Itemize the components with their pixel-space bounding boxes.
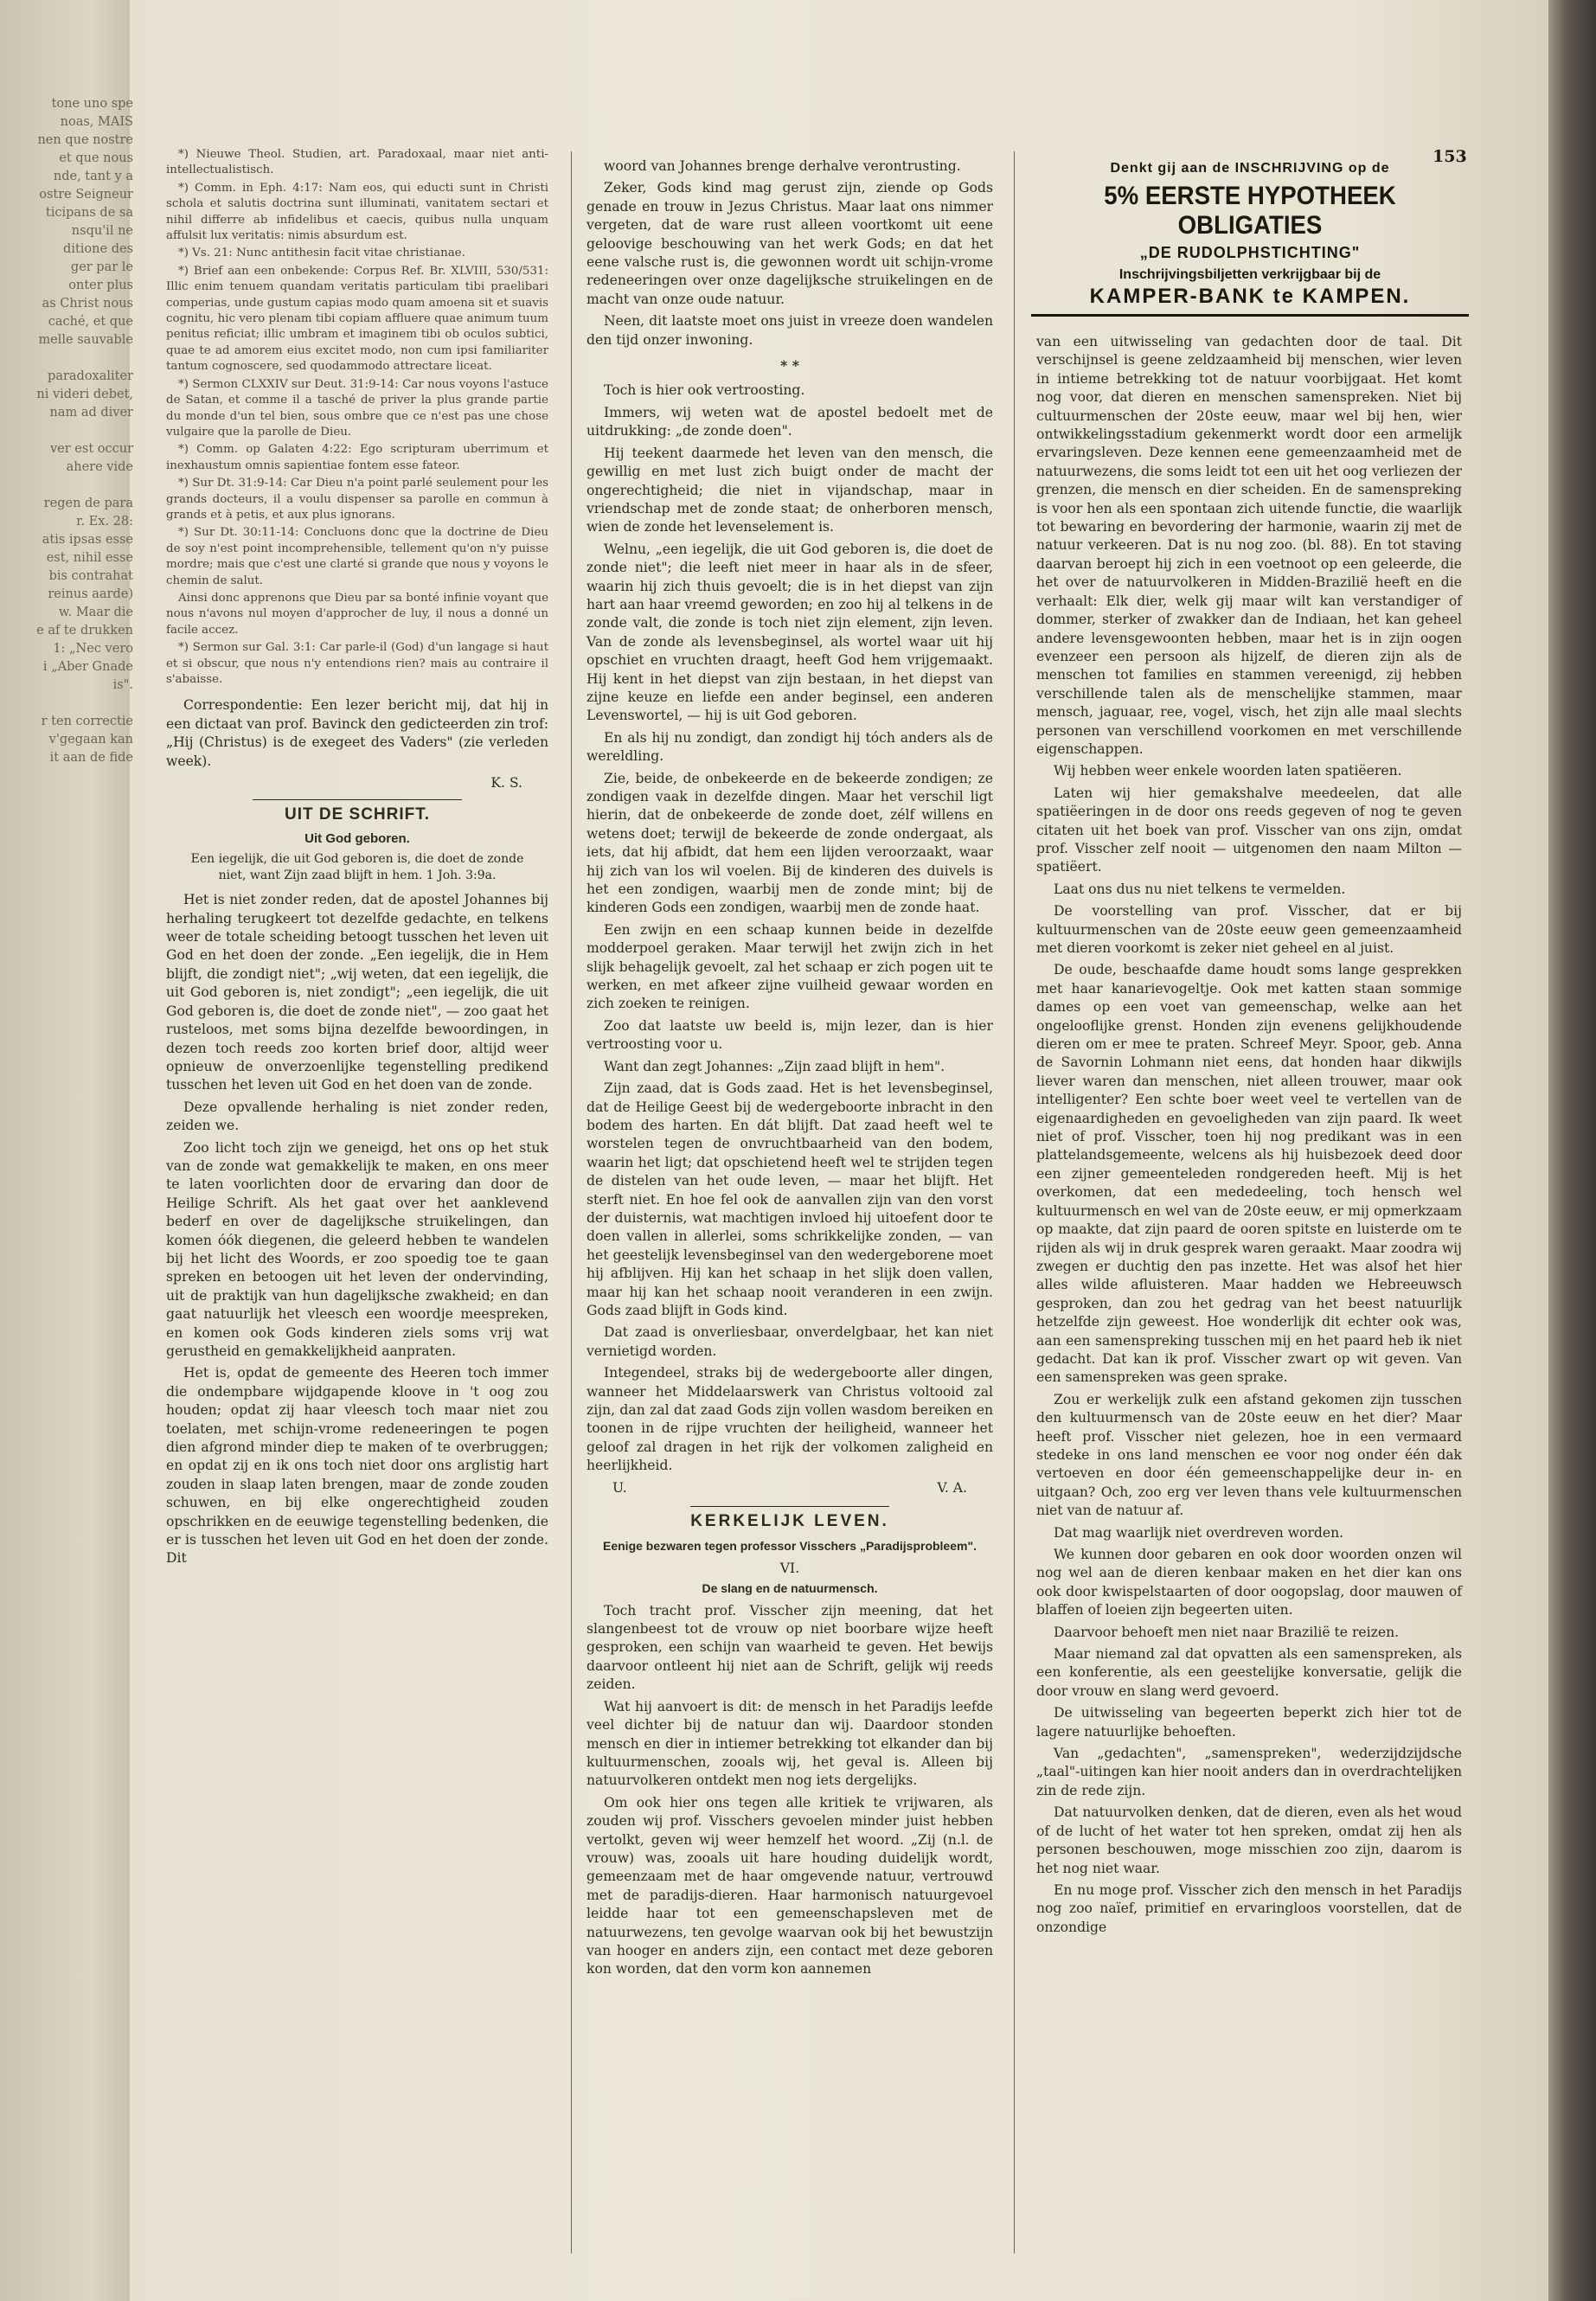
paragraph: De voorstelling van prof. Visscher, dat er bij kultuurmenschen van de 20ste eeuw geen gemeenzaamheid met dieren voorkomt is zeker niet geheel en al juist.: [1036, 903, 1462, 956]
paragraph: De uitwisseling van begeerten beperkt zich hier tot de lagere natuurlijke behoeften.: [1036, 1705, 1462, 1740]
paragraph: Dat natuurvolken denken, dat de dieren, even als het woud of de lucht of het water tot hen spreken, omdat zij hen als personen beschouwen, moge misschien zoo zijn, daarom is het nog niet waar.: [1036, 1804, 1462, 1876]
paragraph: Immers, wij weten wat de apostel bedoelt met de uitdrukking: „de zonde doen".: [586, 404, 993, 439]
footnote: *) Nieuwe Theol. Studien, art. Paradoxaal, maar niet anti-intellectualistisch.: [166, 148, 548, 177]
column-2: [586, 157, 993, 1983]
paragraph: Neen, dit laatste moet ons juist in vreeze doen wandelen den tijd onzer inwoning.: [586, 313, 993, 348]
paragraph: Om ook hier ons tegen alle kritiek te vrijwaren, als zouden wij prof. Visschers gevoelen minder juist hebben vertolkt, geven wij weer hemzelf het woord. „Zij (n.l. de vrouw) was, zooals uit hare houding duidelijk wordt, gemeenzaam met de haar omgevende natuur, vertrouwd met de paradijs-dieren. Haar harmonisch natuurgevoel leidde haar tot een gemeenschapsleven met de natuurwezens, ten gevolge waarvan ook bij het bewustzijn van hooger en anders zijn, een contact met deze geboren kon worden, dat den vorm kon aannemen: [586, 1794, 993, 1977]
footnotes: [166, 147, 548, 688]
paragraph: Zeker, Gods kind mag gerust zijn, ziende op Gods genade en trouw in Jezus Christus. Maar laat ons nimmer vergeten, dat de ware rust alleen voortkomt uit eene geloovige beschouwing van het werk Gods; en dat het eene valsche rust is, die gewonnen wordt uit schijn-vrome redeneeringen over onze dagelijksche struikelingen en de macht van onze oude natuur.: [586, 180, 993, 307]
paragraph: Een zwijn en een schaap kunnen beide in dezelfde modderpoel geraken. Maar terwijl het zwijn zich in het slijk behagelijk gevoelt, zal het schaap er zich pogen uit te werken, en met afkeer zijne vuilheid gewaar worden en zich zoeken te reinigen.: [586, 921, 993, 1012]
paragraph: Zoo dat laatste uw beeld is, mijn lezer, dan is hier vertroosting voor u.: [586, 1017, 993, 1053]
correspondentie: Correspondentie: Een lezer bericht mij, dat hij in een dictaat van prof. Bavinck den gedicteerden zin trof: „Hij (Christus) is de exegeet des Vaders" (zie verleden week).: [166, 697, 548, 769]
page-edge: [1548, 0, 1596, 2301]
footnote: *) Sur Dt. 31:9-14: Car Dieu n'a point parlé seulement pour les grands docteurs, il a voulu dispenser sa parolle en commun à grands et à petis, et aux plus ignorans.: [166, 477, 548, 522]
subheading: De slang en de natuurmensch.: [702, 1581, 878, 1596]
paragraph: Welnu, „een iegelijk, die uit God geboren is, die doet de zonde niet"; die leeft niet meer in haar als in de sfeer, waarin hij zich thuis gevoelt; die is in het diepst van zijn hart aan haar vreemd geworden; en zoo hij al telkens in de zonde valt, die zonde is toch niet zijn element, zijn leven. Van de zonde als levensbeginsel, als wortel waar uit hij opschiet en vruchten draagt, heeft God hem vrijgemaakt. Hij kent in het diepst van zijn bestaan, in het diepst van zijne keuze en liefde een ander beginsel, een anderen Levenswortel, — hij is uit God geboren.: [586, 541, 993, 724]
footnote: *) Comm. in Eph. 4:17: Nam eos, qui educti sunt in Christi schola et salutis doctrina sunt illuminati, vanitatem sectari et nihil differre ab infidelibus et caecis, quibus nulla unquam affulsit lux veritatis: nimis absurdum est.: [166, 181, 548, 243]
article-subtitle: Eenige bezwaren tegen professor Visschers „Paradijsprobleem".: [603, 1539, 977, 1554]
footnote: Ainsi donc apprenons que Dieu par sa bonté infinie voyant que nous n'avons nul moyen d'approcher de luy, il nous a donné un facile accez.: [166, 591, 548, 637]
paragraph: Dat zaad is onverliesbaar, onverdelgbaar, het kan niet vernietigd worden.: [586, 1324, 993, 1359]
binding-gutter: [0, 0, 133, 2301]
paragraph: Wat hij aanvoert is dit: de mensch in het Paradijs leefde veel dichter bij de natuur dan wij. Daardoor stonden mensch en dier in intiemer betrekking tot elkander dan bij kultuurmenschen, zooals wij, het geval is. Alleen bij natuurvolkeren ontdekt men nog iets dergelijks.: [586, 1698, 993, 1789]
ad-foundation-name: „DE RUDOLPHSTICHTING": [1139, 244, 1361, 261]
column-divider: [1014, 151, 1015, 2253]
signature-right: V. A.: [937, 1479, 967, 1496]
section-title: UIT DE SCHRIFT.: [284, 805, 431, 824]
footnote: *) Sermon sur Gal. 3:1: Car parle-il (God) d'un langage si haut et si obscur, que nous n'y entendions rien? mais au contraire il s'abaisse.: [166, 641, 548, 686]
paragraph: De oude, beschaafde dame houdt soms lange gesprekken met haar kanarievogeltje. Ook met katten staan sommige dames op een voet van gemeenschap, welke aan het ongelooflijke grenst. Honden zijn evenens gelijkhoudende dieren om er mee te praten. Schreef Meyr. Spoor, geb. Anna de Savornin Lohmann niet eens, dat honden haar dikwijls liever waren dan menschen, niet alleen trouwer, maar ook intelligenter? Een schte boer weet veel te vertellen van de eigenaardigheden en gevoeligheden van zijn paard. Ik weet niet of prof. Visscher, toen hij nog predikant was in een plattelandsgemeente, welcens als hij huisbezoek deed door een zijner gemeenteleden rondgereden heeft. Mij is het overkomen, dat een mededeeling, toch hensch wel kultuurmensch en wel van de 20ste eeuw, er mij opmerkzaam op maakte, dat zijn paard de ooren spitste en luisterde om te rijden als wij in druk gesprek waren geraakt. Maar zoodra wij zwegen er duchtig den pas inzette. Het was alsof het hier alles wilde afluisteren. Maar hadden we Hebreeuwsch gesproken, dan zou het gedrag van het beest natuurlijk hetzelfde zijn geweest. Hoe wonderlijk dit echter ook was, aan een samenspreking tusschen mij en het paard heb ik niet gedacht. Dat kan ik prof. Visscher zwart op wit geven. Van een samenspreken was geen sprake.: [1036, 962, 1462, 1386]
signature-left: U.: [612, 1479, 627, 1496]
paragraph: Deze opvallende herhaling is niet zonder reden, zeiden we.: [166, 1099, 548, 1134]
paragraph: Wij hebben weer enkele woorden laten spatiëeren.: [1054, 763, 1402, 779]
footnote: *) Vs. 21: Nunc antithesin facit vitae christianae.: [178, 247, 465, 260]
paragraph: Zou er werkelijk zulk een afstand gekomen zijn tusschen den kultuurmensch van de 20ste eeuw en het dier? Maar heeft prof. Visscher niet gelezen, hoe in een vermaard stedeke in ons land menschen ee voor nog onder één dak vertoeven en door één gemeenschappelijke deur in- en uitgaan? Och, zoo erg ver leven thans vele kultuurmenschen niet van de natuur af.: [1036, 1391, 1462, 1519]
article-title: Uit God geboren.: [304, 830, 410, 846]
paragraph: Zoo licht toch zijn we geneigd, het ons op het stuk van de zonde wat gemakkelijk te maken, en ons meer te laten voorlichten door de ervaring dan door de Heilige Schrift. Als het gaat over het aanklevend bederf en over de dagelijksche struikelingen, dan komen óók diegenen, die geleerd hebben te wandelen bij het licht des Woords, er zoo spoedig toe te gaan spreken en betoogen uit het leven der ondervinding, uit de praktijk van hun dagelijksche zwakheid; en dan gaat natuurlijk het vleesch een woordje meespreken, en komen ook Gods kinderen ziels soms vrij wat gerustheid en gemakkelijkheid aanpraten.: [166, 1139, 548, 1359]
paragraph: En als hij nu zondigt, dan zondigt hij tóch anders als de wereldling.: [586, 729, 993, 765]
paragraph: Toch is hier ook vertroosting.: [604, 382, 805, 399]
section-rule: [690, 1506, 889, 1507]
paragraph: Laten wij hier gemakshalve meedeelen, dat alle spatiëeringen in de door ons reeds gegeven of nog te geven citaten uit het boek van prof. Visscher van ons zijn, omdat prof. Visscher zelf nooit — uitgenomen den naam Milton — spatiëert.: [1036, 785, 1462, 875]
footnote: *) Sur Dt. 30:11-14: Concluons donc que la doctrine de Dieu de soy n'est point incomprehensible, tellement qu'on n'y puisse mordre; mais que c'est une clarté si grande que nous y voyons le chemin de salut.: [166, 526, 548, 587]
paragraph: Toch tracht prof. Visscher zijn meening, dat het slangenbeest tot de vrouw op niet boorbare wijze heeft gesproken, een schijn van waarheid te geven. Het bewijs daarvoor ontleent hij niet aan de Schrift, gelijk wij reeds zeiden.: [586, 1602, 993, 1693]
footnote: *) Sermon CLXXIV sur Deut. 31:9-14: Car nous voyons l'astuce de Satan, et comme il a tasché de priver la plus grande partie du monde d'un tel bien, sous ombre que ce n'est pas une chose vulgaire que la parolle de Dieu.: [166, 377, 548, 439]
paragraph: Zie, beide, de onbekeerde en de bekeerde zondigen; ze zondigen vaak in dezelfde dingen. Maar het verschil ligt hierin, dat de onbekeerde de zonde doet, zélf willens en wetens doet; terwijl de bekeerde de zonde ondergaat, als iets, dat hij afbidt, dat hem een lijden veroorzaakt, waar hij zich van los wil voelen. Bij de kinderen des duivels is het een zondigen, waarbij men de zonde mint; bij de kinderen Gods een zondigen, waarbij men de zonde haat.: [586, 770, 993, 916]
paragraph: Daarvoor behoeft men niet naar Brazilië te reizen.: [1054, 1624, 1400, 1640]
advertisement: [1031, 161, 1469, 308]
section-separator: * *: [780, 357, 799, 375]
paragraph: Integendeel, straks bij de wedergeboorte aller dingen, wanneer het Middelaarswerk van Christus voltooid zal zijn, dan zal dat zaad Gods zijn vollen wasdom bereiken en toonen in de rijpe vruchten der heiligheid, wanneer het geloof zal dragen in het rijk der volkomen zaligheid en heerlijkheid.: [586, 1365, 993, 1474]
footnote: *) Brief aan een onbekende: Corpus Ref. Br. XLVIII, 530/531: Illic enim tenuem quandam veritatis particulam tibi praelibari comperias, unde gustum capias modo quam amoena sit et suavis cognitu, hic vero plenam tibi copiam affluere quae animum tuum penitus reficiat; illic umbram et imaginem tibi ob oculos subtici, quae te ad amorem eius excitet modo, non cum ipsi familiariter tantum cognoscere, sed quodammodo attrectare liceat.: [166, 264, 548, 374]
paragraph: van een uitwisseling van gedachten door de taal. Dit verschijnsel is geene zeldzaamheid bij menschen, wier leven in intieme betrekking tot de natuur voorbijgaat. Het komt nog voor, dat dieren en menschen samenspreken. Niet bij cultuurmenschen der 20ste eeuw, maar wel bij hen, wier ontwikkelingsstadium gekenmerkt wordt door een armelijk ervaringsleven. Deze kennen eene gemeenzaamheid met de natuurwezens, die soms leidt tot een uit het oog verliezen der grenzen, die mensch en dier scheiden. En de samenspreking is voor hen als een spontaan zich uitende functie, die waarlijk tot bewaring en bevordering der harmonie, waarin zij met de natuur verkeeren. Dat is nu nog zoo. (bl. 88). En tot staving daarvan beroept hij zich in een voetnoot op een geleerde, die het over de natuurvolkeren in Midden-Brazilië heeft en die verhaalt: Elk dier, welk gij maar wilt kan verstandiger of dommer, sterker of zwakker dan de Indiaan, het kan geheel andere levensgewoonten hebben, maar het is in zijn oogen evenzeer een persoon als hijzelf, de dieren zijn als de menschen tot families en stammen vereenigd, zij hebben verschillende talen als de menschelijke stammen, maar mensch, jaguaar, ree, vogel, visch, het zijn alle maal slechts personen van verschillend voorkomen en met verschillende eigenschappen.: [1036, 334, 1462, 757]
ad-bank: KAMPER-BANK te KAMPEN.: [1031, 285, 1469, 317]
adjacent-page-text: tone uno spe noas, MAIS nen que nostre et que nous nde, tant y a ostre Seigneur ticipans de sa nsqu'il ne ditione des ger par le onter plus as Christ nous caché, et que melle sauvable paradoxaliter ni videri debet, nam ad diver ver est occur ahere vide regen de para r. Ex. 28: atis ipsas esse est, nihil esse bis contrahat reinus aarde) w. Maar die e af te drukken 1: „Nec vero i „Aber Gnade is". r ten correctie v'gegaan kan it aan de fide: [36, 97, 133, 765]
paragraph: Van „gedachten", „samenspreken", wederzijdzijdsche „taal"-uitingen kan hier nooit anders dan in overdrachtelijken zin de rede zijn.: [1036, 1746, 1462, 1798]
section-rule: [253, 799, 462, 800]
paragraph: Hij teekent daarmede het leven van den mensch, die gewillig en met lust zich buigt onder de macht der ongerechtigheid; die niet in vijandschap, maar in vriendschap met de zonde staat; de onherboren mensch, wien de zonde het levenselement is.: [586, 445, 993, 535]
paragraph: woord van Johannes brenge derhalve verontrusting.: [604, 158, 961, 174]
paragraph: Het is niet zonder reden, dat de apostel Johannes bij herhaling terugkeert tot dezelfde gedachte, en telkens weer de totale scheiding betoogt tusschen het leven uit God en het doen der zonde. „Een iegelijk, die in Hem blijft, die zondigt niet"; „wij weten, dat een iegelijk, die uit God geboren is, niet zondigt"; „een iegelijk, die uit God geboren is, die doet de zonde niet", — zoo gaat het rusteloos, met soms bijna dezelfde bewoordingen, in dezen toch reeds zoo korten brief door, altijd weer opnieuw de onverzoenlijke tegenstelling predikend tusschen het leven uit God en het doen van de zonde.: [166, 892, 548, 1093]
section-title: KERKELIJK LEVEN.: [690, 1512, 889, 1531]
article-signature: [586, 1479, 993, 1497]
paragraph: Zijn zaad, dat is Gods zaad. Het is het levensbeginsel, dat de Heilige Geest bij de wedergeboorte inbracht in den bodem des harten. En dát blijft. Dat zaad heeft wel te worstelen tegen de onvruchtbaarheid van den bodem, waarin het ligt; dat opschietend heeft wel te strijden tegen de distelen van het oude leven, — maar het blijft. Het sterft niet. En hoe fel ook de aanvallen zijn van den vorst der duisternis, wat machtigen invloed hij uitoefent door te doen vallen in allerlei, soms schrikkelijke zonden, — van het geestelijk levensbeginsel van den wedergeborene moet hij afblijven. Hij kan het schaap in het slijk doen vallen, maar hij kan het schaap nooit veranderen in een zwijn. Gods zaad blijft in Gods kind.: [586, 1080, 993, 1318]
ad-line-1: Denkt gij aan de INSCHRIJVING op de: [1110, 161, 1390, 176]
paragraph: Laat ons dus nu niet telkens te vermelden.: [1054, 881, 1346, 897]
part-number: VI.: [779, 1560, 800, 1576]
paragraph: Dat mag waarlijk niet overdreven worden.: [1054, 1524, 1344, 1541]
paragraph: We kunnen door gebaren en ook door woorden onzen wil nog wel aan de dieren kenbaar maken en het dier kan ons ook door kwispelstaarten of door oogopslag, door mauwen of blaffen of loeien zijn begeerten uiten.: [1036, 1547, 1462, 1618]
bible-quote: [183, 851, 531, 884]
paragraph: Het is, opdat de gemeente des Heeren toch immer die ondempbare wijdgapende kloove in 't oog zou houden; opdat zij haar vleesch toch maar niet zou toelaten, met schijn-vrome redeneeringen te pogen dien afgrond minder diep te maken of te overbruggen; en opdat zij en ik ons toch niet door ons arglistig hart zouden in slaap laten brengen, maar de zonde zouden schuwen, en bij elke ongerechtigheid zouden opschrikken en de eeuwige tegenstelling bedenken, die er is tusschen het leven uit God en het doen der zonde. Dit: [166, 1365, 548, 1567]
bible-quote-text: Een iegelijk, die uit God geboren is, die doet de zonde niet, want Zijn zaad blijft in hem.: [190, 852, 524, 883]
ad-line-4: Inschrijvingsbiljetten verkrijgbaar bij de: [1118, 267, 1381, 282]
footnote: *) Comm. op Galaten 4:22: Ego scripturam uberrimum et inexhaustum omnis sapientiae fontem esse fateor.: [166, 443, 548, 472]
paragraph: Want dan zegt Johannes: „Zijn zaad blijft in hem".: [604, 1058, 945, 1074]
column-1: [166, 147, 548, 1572]
page-number: 153: [1433, 147, 1467, 166]
paragraph: Maar niemand zal dat opvatten als een samenspreken, als een konferentie, als een geestelijke konversatie, gelijk die door vrouw en slang werd gevoerd.: [1036, 1646, 1462, 1699]
column-divider: [571, 151, 572, 2253]
paragraph: En nu moge prof. Visscher zich den mensch in het Paradijs nog zoo naïef, primitief en ervaringloos voorstellen, dat de onzondige: [1036, 1881, 1462, 1935]
ad-headline: 5% EERSTE HYPOTHEEK OBLIGATIES: [1104, 182, 1396, 240]
correspondentie-signature: K. S.: [490, 775, 522, 792]
bible-reference: 1 Joh. 3:9a.: [426, 868, 497, 883]
column-3: [1036, 333, 1462, 1940]
